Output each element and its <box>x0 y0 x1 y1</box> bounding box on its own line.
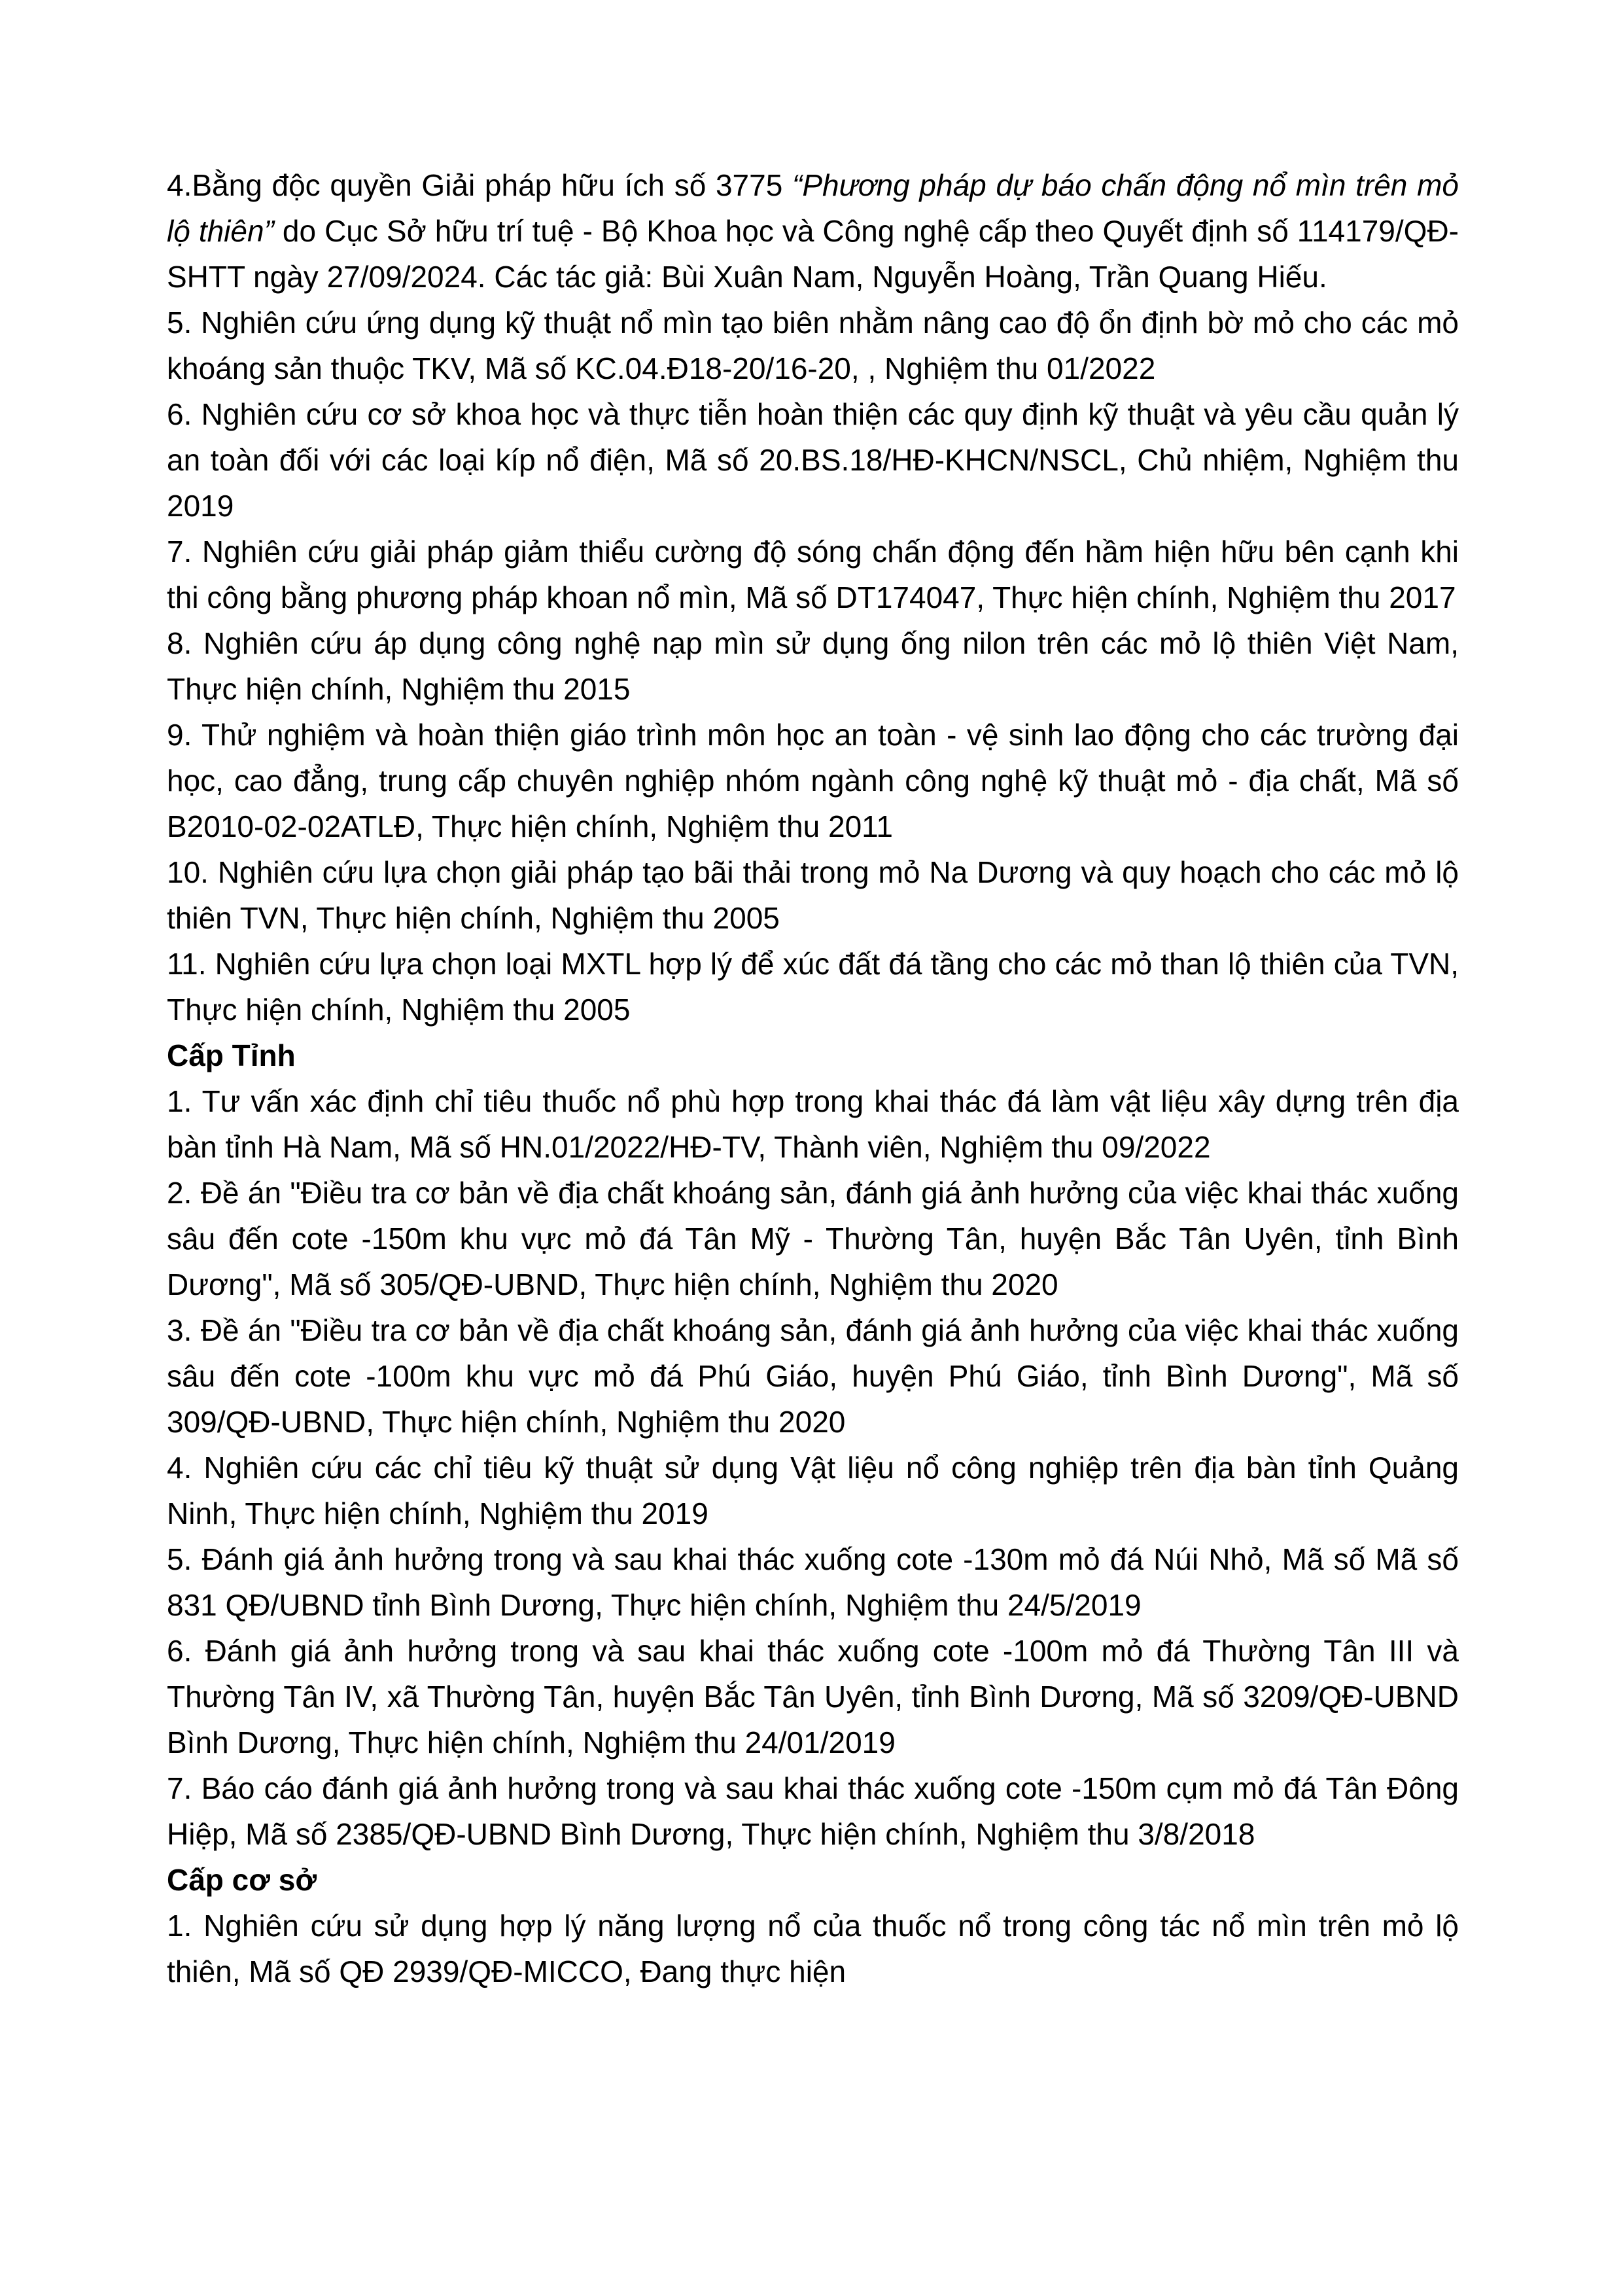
section-heading-provincial: Cấp Tỉnh <box>167 1038 296 1072</box>
paragraph-item: 6. Đánh giá ảnh hưởng trong và sau khai thác xuống cote -100m mỏ đá Thường Tân III và Thường Tân IV, xã Thường Tân, huyện Bắc Tân Uyên, tỉnh Bình Dương, Mã số 3209/QĐ-UBND Bình Dương, Thực hiện chính, Nghiệm thu 24/01/2019 <box>167 1634 1459 1759</box>
paragraph-item: 2. Đề án "Điều tra cơ bản về địa chất khoáng sản, đánh giá ảnh hưởng của việc khai thác xuống sâu đến cote -150m khu vực mỏ đá Tân Mỹ - Thường Tân, huyện Bắc Tân Uyên, tỉnh Bình Dương", Mã số 305/QĐ-UBND, Thực hiện chính, Nghiệm thu 2020 <box>167 1176 1459 1301</box>
paragraph-item: 8. Nghiên cứu áp dụng công nghệ nạp mìn sử dụng ống nilon trên các mỏ lộ thiên Việt Nam, Thực hiện chính, Nghiệm thu 2015 <box>167 626 1459 706</box>
patent-title-italic: “Phương pháp dự báo chấn động nổ mìn trên mỏ lộ thiên” <box>167 168 1459 248</box>
section-heading-institutional: Cấp cơ sở <box>167 1863 317 1897</box>
paragraph-item: 10. Nghiên cứu lựa chọn giải pháp tạo bãi thải trong mỏ Na Dương và quy hoạch cho các mỏ lộ thiên TVN, Thực hiện chính, Nghiệm thu 2005 <box>167 855 1459 935</box>
paragraph-item: 7. Nghiên cứu giải pháp giảm thiểu cường độ sóng chấn động đến hầm hiện hữu bên cạnh khi thi công bằng phương pháp khoan nổ mìn, Mã số DT174047, Thực hiện chính, Nghiệm thu 2017 <box>167 535 1459 614</box>
item-text-part: 4.Bằng độc quyền Giải pháp hữu ích số 3775 <box>167 168 793 202</box>
item-text-part: do Cục Sở hữu trí tuệ - Bộ Khoa học và Công nghệ cấp theo Quyết định số 114179/QĐ-SHTT ngày 27/09/2024. Các tác giả: Bùi Xuân Nam, Nguyễn Hoàng, Trần Quang Hiếu. <box>167 214 1459 294</box>
paragraph-item: 5. Nghiên cứu ứng dụng kỹ thuật nổ mìn tạo biên nhằm nâng cao độ ổn định bờ mỏ cho các mỏ khoáng sản thuộc TKV, Mã số KC.04.Đ18-20/16-20, , Nghiệm thu 01/2022 <box>167 306 1459 385</box>
paragraph-item: 9. Thử nghiệm và hoàn thiện giáo trình môn học an toàn - vệ sinh lao động cho các trường đại học, cao đẳng, trung cấp chuyên nghiệp nhóm ngành công nghệ kỹ thuật mỏ - địa chất, Mã số B2010-02-02ATLĐ, Thực hiện chính, Nghiệm thu 2011 <box>167 718 1459 843</box>
paragraph-item: 6. Nghiên cứu cơ sở khoa học và thực tiễn hoàn thiện các quy định kỹ thuật và yêu cầu quản lý an toàn đối với các loại kíp nổ điện, Mã số 20.BS.18/HĐ-KHCN/NSCL, Chủ nhiệm, Nghiệm thu 2019 <box>167 397 1459 523</box>
paragraph-item <box>167 162 1459 300</box>
paragraph-item: 4. Nghiên cứu các chỉ tiêu kỹ thuật sử dụng Vật liệu nổ công nghiệp trên địa bàn tỉnh Quảng Ninh, Thực hiện chính, Nghiệm thu 2019 <box>167 1451 1459 1530</box>
paragraph-item: 11. Nghiên cứu lựa chọn loại MXTL hợp lý để xúc đất đá tầng cho các mỏ than lộ thiên của TVN, Thực hiện chính, Nghiệm thu 2005 <box>167 947 1459 1027</box>
paragraph-item: 3. Đề án "Điều tra cơ bản về địa chất khoáng sản, đánh giá ảnh hưởng của việc khai thác xuống sâu đến cote -100m khu vực mỏ đá Phú Giáo, huyện Phú Giáo, tỉnh Bình Dương", Mã số 309/QĐ-UBND, Thực hiện chính, Nghiệm thu 2020 <box>167 1313 1459 1439</box>
paragraph-item: 1. Nghiên cứu sử dụng hợp lý năng lượng nổ của thuốc nổ trong công tác nổ mìn trên mỏ lộ thiên, Mã số QĐ 2939/QĐ-MICCO, Đang thực hiện <box>167 1909 1459 1988</box>
document-page <box>167 162 1459 1994</box>
paragraph-item: 5. Đánh giá ảnh hưởng trong và sau khai thác xuống cote -130m mỏ đá Núi Nhỏ, Mã số Mã số 831 QĐ/UBND tỉnh Bình Dương, Thực hiện chính, Nghiệm thu 24/5/2019 <box>167 1542 1459 1622</box>
paragraph-item: 1. Tư vấn xác định chỉ tiêu thuốc nổ phù hợp trong khai thác đá làm vật liệu xây dựng trên địa bàn tỉnh Hà Nam, Mã số HN.01/2022/HĐ-TV, Thành viên, Nghiệm thu 09/2022 <box>167 1084 1459 1164</box>
paragraph-item: 7. Báo cáo đánh giá ảnh hưởng trong và sau khai thác xuống cote -150m cụm mỏ đá Tân Đông Hiệp, Mã số 2385/QĐ-UBND Bình Dương, Thực hiện chính, Nghiệm thu 3/8/2018 <box>167 1771 1459 1851</box>
